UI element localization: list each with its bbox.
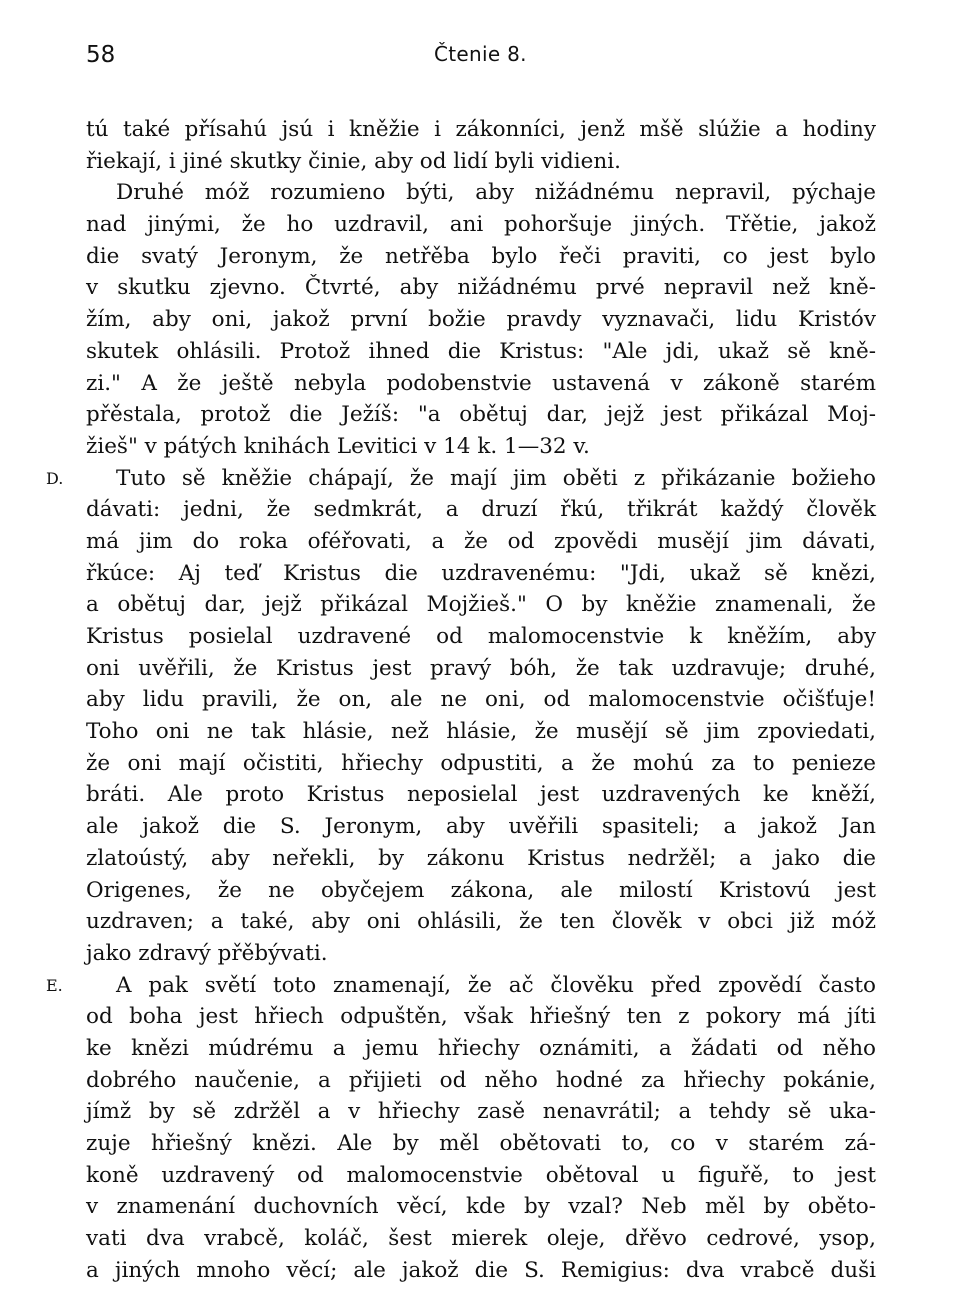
text-line: jímž by sě zdržěl a v hřiechy zasě nenavrátil; a tehdy sě uka- bbox=[86, 1099, 876, 1125]
text-line: dobrého naučenie, a přijieti od něho hodné za hřiechy pokánie, bbox=[86, 1067, 876, 1093]
page-number: 58 bbox=[86, 42, 116, 68]
text-line: řiekají, i jiné skutky činie, aby od lidí byli vidieni. bbox=[86, 148, 621, 174]
text-line: žím, aby oni, jakož první božie pravdy vyznavači, lidu Kristóv bbox=[86, 307, 876, 333]
text-line: aby lidu pravili, že on, ale ne oni, od malomocenstvie očišťuje! bbox=[86, 687, 876, 713]
text-line: od boha jest hřiech odpuštěn, však hřiešný ten z pokory má jíti bbox=[86, 1004, 876, 1030]
text-line-content: A pak světí toto znamenají, že ač člověku před zpovědí často bbox=[116, 972, 876, 998]
text-line: die svatý Jeronym, že netřěba bylo řeči praviti, co jest bylo bbox=[86, 243, 876, 269]
text-line: řkúce: Aj teď Kristus die uzdravenému: "Jdi, ukaž sě knězi, bbox=[86, 560, 876, 586]
text-line: ale jakož die S. Jeronym, aby uvěřili spasiteli; a jakož Jan bbox=[86, 814, 876, 840]
body-text bbox=[46, 114, 876, 1286]
margin-marker-d: D. bbox=[46, 468, 64, 488]
text-line-content: Tuto sě kněžie chápají, že mají jim oběti z přikázanie božieho bbox=[116, 465, 876, 491]
text-line: tú také přísahú jsú i kněžie i zákonníci, jenž mšě slúžie a hodiny bbox=[86, 117, 876, 142]
text-line: dávati: jedni, že sedmkrát, a druzí řkú, třikrát každý člověk bbox=[86, 497, 876, 523]
text-line: oni uvěřili, že Kristus jest pravý bóh, že tak uzdravuje; druhé, bbox=[86, 655, 876, 681]
text-line: bráti. Ale proto Kristus neposielal jest uzdravených ke kněží, bbox=[86, 782, 876, 808]
text-line: skutek ohlásili. Protož ihned die Kristus: "Ale jdi, ukaž sě kně- bbox=[86, 338, 876, 364]
text-line: a jiných mnoho věcí; ale jakož die S. Remigius: dva vrabcě duši bbox=[86, 1257, 876, 1283]
text-line: Druhé móž rozumieno býti, aby nižádnému nepravil, pýchaje bbox=[116, 180, 876, 206]
text-line: v znamenání duchovních věcí, kde by vzal? Neb měl by obětо- bbox=[86, 1194, 876, 1220]
text-line: přěstala, protož die Ježíš: "a obětuj dar, jejž jest přikázal Moj- bbox=[86, 402, 876, 428]
text-line: ke knězi múdrému a jemu hřiechy oznámiti, a žádati od něho bbox=[86, 1035, 876, 1061]
text-line: a obětuj dar, jejž přikázal Mojžieš." O by kněžie znamenali, že bbox=[86, 592, 876, 618]
text-line: má jim do roka oféřovati, a že od zpovědi musějí jim dávati, bbox=[86, 528, 876, 554]
text-line: zuje hřiešný knězi. Ale by měl obětovati to, co v starém zá- bbox=[86, 1131, 876, 1156]
text-line: Toho oni ne tak hlásie, než hlásie, že musějí sě jim zpoviedati, bbox=[86, 719, 876, 745]
text-line: Origenes, že ne obyčejem zákona, ale milostí Kristovú jest bbox=[86, 877, 876, 903]
page-header bbox=[86, 42, 876, 72]
text-line: zlatoústý, aby neřekli, by zákonu Kristus nedržěl; a jako die bbox=[86, 845, 876, 871]
running-head: Čtenie 8. bbox=[434, 42, 527, 66]
margin-marker-e: E. bbox=[46, 975, 63, 995]
text-line: koně uzdravený od malomocenstvie obětoval u figuřě, to jest bbox=[86, 1162, 876, 1188]
text-line: uzdraven; a také, aby oni ohlásili, že ten člověk v obci již móž bbox=[86, 909, 876, 935]
text-line: nad jinými, že ho uzdravil, ani pohoršuje jiných. Třětie, jakož bbox=[86, 212, 876, 238]
text-line: Kristus posielal uzdravené od malomocenstvie k kněžím, aby bbox=[86, 624, 876, 649]
text-line-with-marker bbox=[46, 970, 876, 1002]
text-line: žieš" v pátých knihách Levitici v 14 k. 1—32 v. bbox=[86, 433, 590, 459]
text-line: zi." A že ještě nebyla podobenstvie ustavená v zákoně starém bbox=[86, 370, 876, 396]
text-line: vati dva vrabcě, koláč, šest mierek oleje, dřěvo cedrové, ysop, bbox=[86, 1226, 876, 1252]
text-line-with-marker bbox=[46, 463, 876, 495]
text-line: v skutku zjevno. Čtvrté, aby nižádnému prvé nepravil než kně- bbox=[86, 275, 876, 301]
text-line: jako zdravý přěbývati. bbox=[86, 940, 328, 966]
text-line: že oni mají očistiti, hřiechy odpustiti, a že mohú za to penieze bbox=[86, 750, 876, 776]
